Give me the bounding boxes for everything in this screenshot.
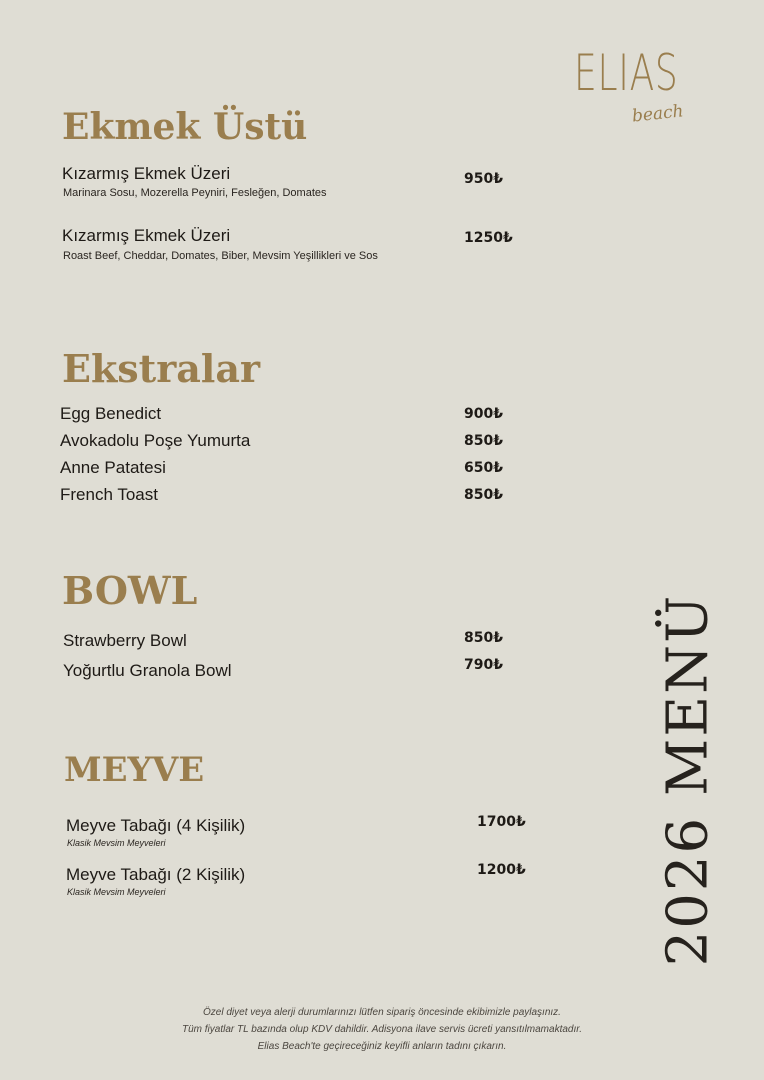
section-title-bowl: BOWL [62, 568, 198, 613]
menu-item-desc: Roast Beef, Cheddar, Domates, Biber, Mevsim Yeşillikleri ve Sos [63, 250, 378, 262]
footer-line: Özel diyet veya alerji durumlarınızı lütfen sipariş öncesinde ekibimizle paylaşınız. [203, 1007, 561, 1018]
menu-item-price: 1700₺ [477, 814, 526, 830]
menu-item-name: Meyve Tabağı (4 Kişilik) [66, 816, 246, 835]
menu-item-price: 850₺ [464, 487, 503, 503]
menu-item-name: Avokadolu Poşe Yumurta [60, 431, 251, 450]
menu-item-price: 900₺ [464, 406, 503, 422]
menu-item-name: French Toast [60, 485, 158, 504]
menu-item-price: 790₺ [464, 657, 503, 673]
menu-item-name: Yoğurtlu Granola Bowl [63, 661, 232, 680]
section-title-meyve: MEYVE [64, 750, 205, 790]
logo-wordmark: ELIAS [574, 44, 679, 102]
menu-item-price: 950₺ [464, 171, 503, 187]
footer-line: Tüm fiyatlar TL bazında olup KDV dahildir. Adisyona ilave servis ücreti yansıtılmamaktadır. [182, 1024, 582, 1035]
section-title-ekmek-ustu: Ekmek Üstü [62, 106, 308, 148]
menu-item-desc: Klasik Mevsim Meyveleri [67, 887, 166, 897]
logo-subtext: beach [631, 101, 685, 127]
menu-item-price: 850₺ [464, 433, 503, 449]
footer-line: Elias Beach'te geçireceğiniz keyifli anların tadını çıkarın. [257, 1041, 507, 1052]
brand-logo [574, 44, 694, 130]
menu-item-desc: Klasik Mevsim Meyveleri [67, 838, 166, 848]
menu-item-name: Strawberry Bowl [63, 631, 187, 650]
section-title-ekstralar: Ekstralar [62, 346, 260, 391]
menu-item-name: Kızarmış Ekmek Üzeri [62, 226, 231, 245]
menu-item-name: Meyve Tabağı (2 Kişilik) [66, 865, 246, 884]
footer-note [0, 1004, 764, 1055]
menu-item-name: Egg Benedict [60, 404, 162, 423]
menu-item-price: 850₺ [464, 630, 503, 646]
menu-item-price: 650₺ [464, 460, 503, 476]
menu-item-name: Anne Patatesi [60, 458, 166, 477]
menu-item-price: 1200₺ [477, 862, 526, 878]
menu-item-price: 1250₺ [464, 230, 513, 246]
vertical-menu-title: 2026 MENÜ [655, 593, 721, 967]
menu-item-desc: Marinara Sosu, Mozerella Peyniri, Fesleğen, Domates [63, 187, 327, 199]
menu-item-name: Kızarmış Ekmek Üzeri [62, 164, 231, 183]
